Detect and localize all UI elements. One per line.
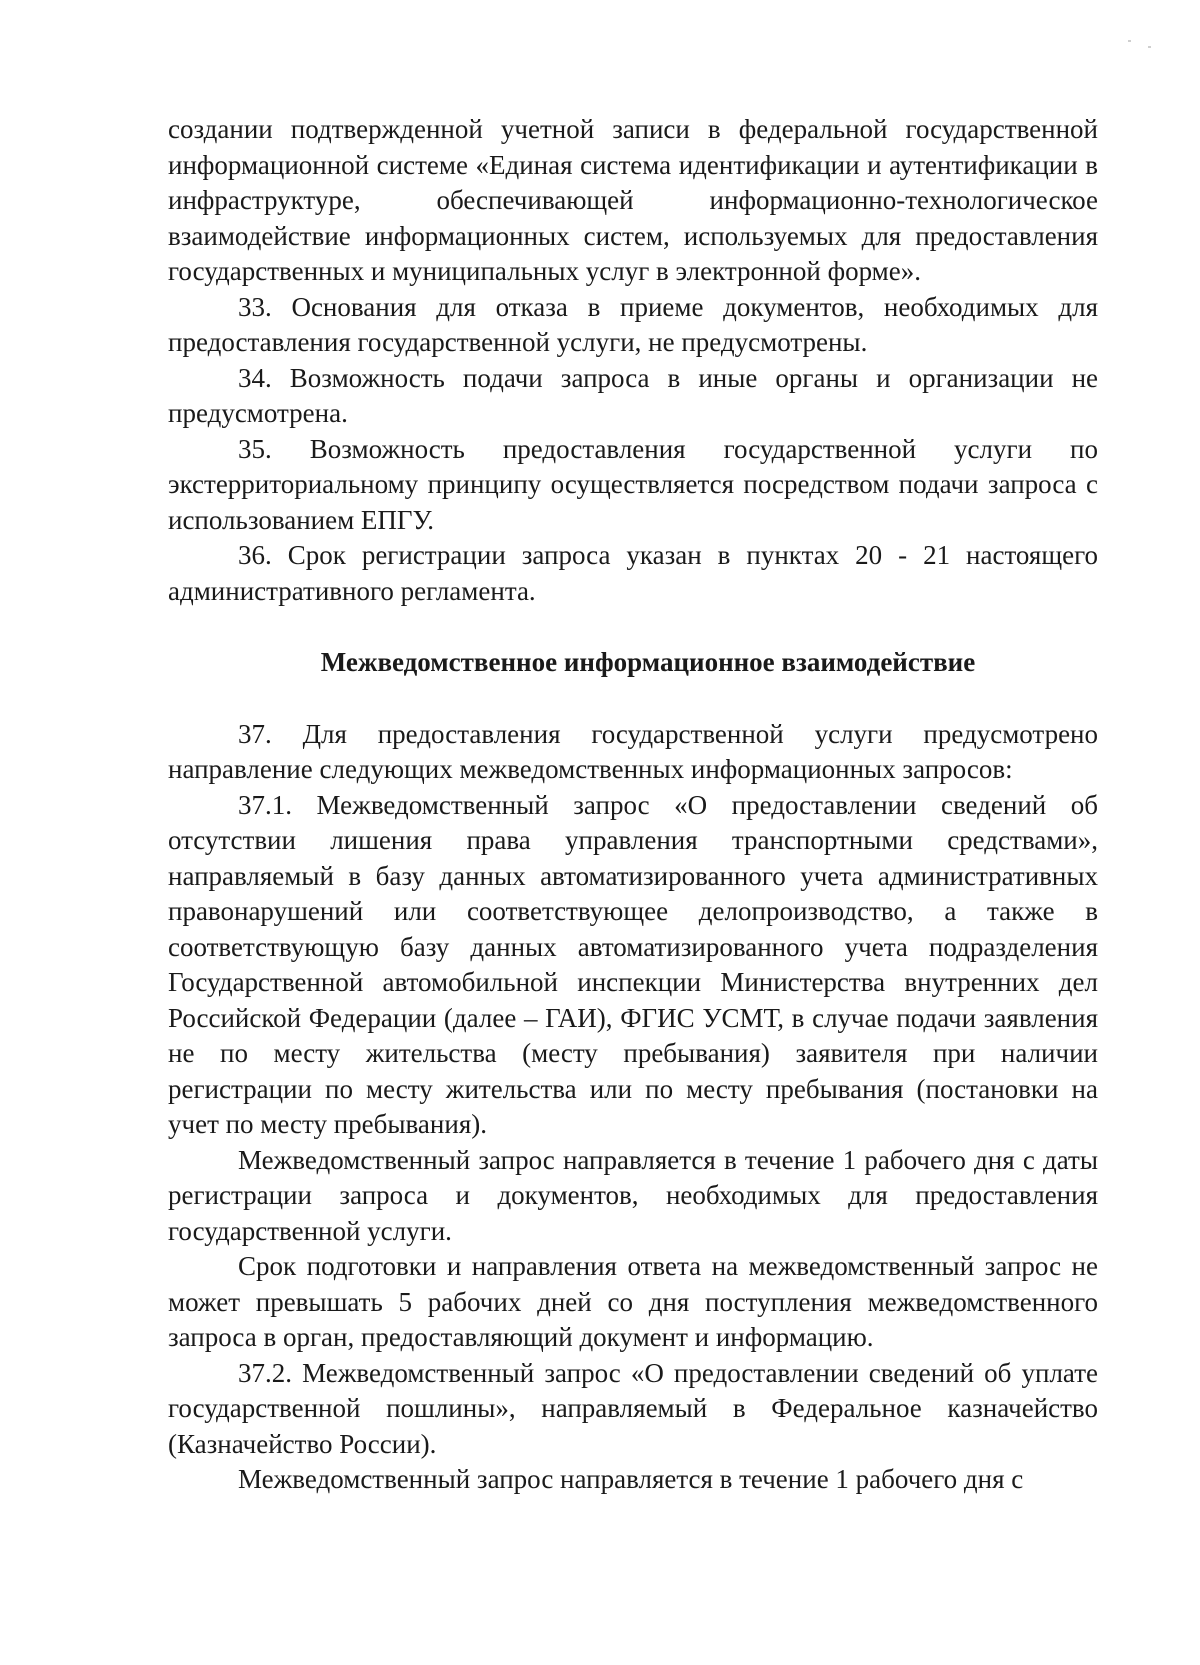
paragraph-37-2-deadline: Межведомственный запрос направляется в течение 1 рабочего дня с [238, 1464, 1024, 1494]
scan-speck [1128, 40, 1131, 42]
document-body [168, 112, 1098, 1498]
paragraph-34: 34. Возможность подачи запроса в иные органы и организации не предусмотрена. [168, 362, 1098, 428]
paragraph-33: 33. Основания для отказа в приеме документов, необходимых для предоставления государственной услуги, не предусмотрены. [168, 291, 1098, 357]
paragraph-37-1-response-term: Срок подготовки и направления ответа на межведомственный запрос не может превышать 5 рабочих дней со дня поступления межведомственного запроса в орган, предоставляющий документ и информацию. [168, 1251, 1098, 1352]
paragraph-35: 35. Возможность предоставления государственной услуги по экстерриториальному принципу осуществляется посредством подачи запроса с использованием ЕПГУ. [168, 433, 1098, 535]
scan-speck [1148, 46, 1151, 48]
paragraph-36: 36. Срок регистрации запроса указан в пунктах 20 - 21 настоящего административного регламента. [168, 540, 1098, 606]
paragraph-37-1: 37.1. Межведомственный запрос «О предоставлении сведений об отсутствии лишения права управления транспортными средствами», направляемый в базу данных автоматизированного учета административных правонарушений или соответствующее делопроизводство, а также в соответствующую базу данных автоматизированного учета подразделения Государственной автомобильной инспекции Министерства внутренних дел Российской Федерации (далее – ГАИ), ФГИС УСМТ, в случае подачи заявления не по месту жительства (месту пребывания) заявителя при наличии регистрации по месту жительства или по месту пребывания (постановки на учет по месту пребывания). [168, 789, 1098, 1139]
paragraph-37-1-deadline: Межведомственный запрос направляется в течение 1 рабочего дня с даты регистрации запроса и документов, необходимых для предоставления государственной услуги. [168, 1144, 1098, 1246]
paragraph-continuation: создании подтвержденной учетной записи в федеральной государственной информационной системе «Единая система идентификации и аутентификации в инфраструктуре, обеспечивающей информационно-технологическое взаимодействие информационных систем, используемых для предоставления государственных и муниципальных услуг в электронной форме». [168, 114, 1098, 286]
paragraph-37: 37. Для предоставления государственной услуги предусмотрено направление следующих межведомственных информационных запросов: [168, 718, 1098, 784]
paragraph-37-2: 37.2. Межведомственный запрос «О предоставлении сведений об уплате государственной пошлины», направляемый в Федеральное казначейство (Казначейство России). [168, 1357, 1098, 1459]
section-heading: Межведомственное информационное взаимодействие [320, 647, 976, 677]
